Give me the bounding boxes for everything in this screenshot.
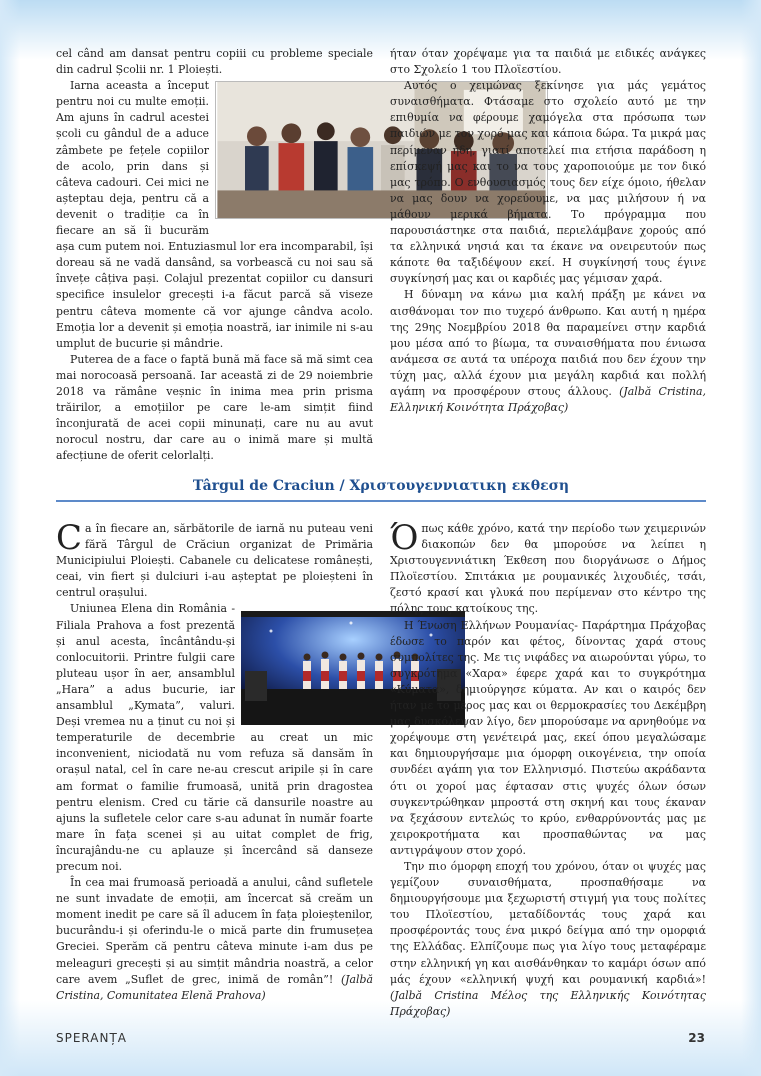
paragraph-text: Uniunea Elena din România - Filiala Prahova a fost prezentă și anul acesta, încântându-și conlocuitorii. Printre fulgii care pluteau ușor în aer, ansamblul „Hara” a adus bucurie, iar ansamblul „Kymata”, valuri. Deși vremea nu a ținut cu noi și temperaturile de decembrie au creat un mic inconvenient, niciodată nu vom refuza să dansăm în orașul natal, cel în care ne-au crescut aripile și în care am format o familie frumoasă, unită prin dragostea pentru elenism. Cred cu tărie că dansurile noastre au ajuns la sufletele celor care s-au adunat în număr foarte mare în fața scenei și au uitat complet de frig, încurajându-ne cu aplauze și încercând să danseze precum noi. xyxy=(56,602,373,873)
paragraph xyxy=(390,518,706,618)
paragraph xyxy=(56,601,373,875)
paragraph-text: Αυτός ο χειμώνας ξεκίνησε για μάς γεμάτος συναισθήματα. Φτάσαμε στο σχολείο αυτό με την επιθυμία να φέρουμε χαμόγελα στα πρόσωπα των παιδιών με τον χορό μας και κάποια δώρα. Τα μικρά μας περίμεναν ήδη, γιατί αποτελεί πια ετήσια παράδοση η επίσκεψή μας και το να τους χαροποιούμε με τον δικό μας τρόπο. Ο ενθουσιασμός τους δεν είχε όμοιο, ήθελαν να μας δουν να χορεύουμε, να μας μιλήσουν ή να μάθουν μερικά βήματα. Το πρόγραμμα που παρουσιάστηκε στα παιδιά, περιελάμβανε χορούς από τα ελληνικά νησιά και τα έκανε να ονειρευτούν πως κάποτε θα ταξιδέψουν εκεί. Η συγκίνησή τους έγινε συγκίνησή μας και οι καρδιές μας γέμισαν χαρά. xyxy=(390,79,706,286)
paragraph-text: Η δύναμη να κάνω μια καλή πράξη με κάνει να αισθάνομαι τον πιο τυχερό άνθρωπο. Και αυτή η ημέρα της 29ης Νοεμβρίου 2018 θα παραμείνει στην καρδιά μου μέσα από το βίωμα, τα συναισθήματα που ένιωσα ανάμεσα σε αυτά τα υπέροχα παιδιά που δεν έχουν την τύχη μας, αλλά έχουν μια μεγάλη καρδιά και πολλή αγάπη να προσφέρουν στους άλλους. xyxy=(390,288,706,398)
drop-cap: Ό xyxy=(390,518,419,558)
paragraph xyxy=(390,287,706,416)
page-number: 23 xyxy=(688,1031,705,1045)
paragraph: Iarna aceasta a început pentru noi cu multe emoții. Am ajuns în cadrul acestei școli cu gândul de a aduce zâmbete pe fețele copiilor de acolo, prin dans și câteva cadouri. Cei mici ne așteptau deja, pentru că a devenit o tradiție ca în fiecare an să îi bucurăm așa cum putem noi. Entuziasmul lor era incomparabil, își doreau să ne vadă dansând, sa vorbească cu noi sau să învețe câțiva pași. Colajul prezentat copiilor cu dansuri specifice insulelor grecești i-a făcut parcă să viseze pentru câteva momente că vor ajunge cândva acolo. Emoția lor a devenit și emoția noastră, iar inimile ni s-au umplut de bucurie și mândrie. xyxy=(56,79,373,350)
paragraph: Puterea de a face o faptă bună mă face să mă simt cea mai norocoasă persoană. Iar această zi de 29 noiembrie 2018 va rămâne veșnic în inima mea prin prisma trăirilor, a emoțiilor pe care le-am simțit fiind înconjurată de acei copii minunați, care nu au avut norocul nostru, dar care au o inimă mare și multă afecțiune de oferit celorlalți. xyxy=(56,352,373,463)
paragraph-text: a în fiecare an, sărbătorile de iarnă nu puteau veni fără Târgul de Crăciun organizat de Primăria Municipiului Ploiești. Cabanele cu delicatese românești, ceai, vin fiert și dulciuri i-au așteptat pe ploieșteni în centrul orașului. xyxy=(56,522,373,600)
author-signature: (Jalbă Cristina, Ελληνική Κοινότητα Πράχοβας) xyxy=(390,384,706,415)
author-signature: (Jalbă Cristina Μέλος της Ελληνικής Κοινότητας Πράχοβας) xyxy=(390,988,706,1018)
author-signature: (Jalbă Cristina, Comunitatea Elenă Prahova) xyxy=(56,972,373,1002)
article-top-romanian-column xyxy=(56,46,373,464)
paragraph-text: În cea mai frumoasă perioadă a anului, când sufletele ne sunt invadate de emoții, am încercat să creăm un moment inedit pe care să îl aducem în fața ploieștenilor, bucurându-i și oferindu-le o mică parte din frumusețea Greciei. Sperăm că pentru câteva minute i-am dus pe meleaguri grecești și au simțit mândria noastră, a celor care avem „Suflet de grec, inimă de român”! xyxy=(56,876,373,986)
paragraph xyxy=(56,875,373,1004)
paragraph xyxy=(390,859,706,1020)
paragraph-text: πως κάθε χρόνο, κατά την περίοδο των χειμερινών διακοπών δεν θα μπορούσε να λείπει η Χριστουγεννιάτικη Έκθεση που διοργάνωσε ο Δήμος Πλοϊεστίου. Σπιτάκια με ρουμανικές λιχουδιές, τσάι, ζεστό κρασί και γλυκά που περίμεναν στο κέντρο της πόλης τους κατοίκους της. xyxy=(390,522,706,616)
section-divider xyxy=(56,500,706,502)
paragraph: Η Ένωση Ελλήνων Ρουμανίας- Παράρτημα Πράχοβας έδωσε το παρόν και φέτος, δίνοντας χαρά στους συμπολίτες της. Με τις νιφάδες να αιωρούνται γύρω, το συγκρότημα «Χαρα» έφερε χαρά και το συγκρότημα «Κύματα», δημιούργησε κύματα. Αν και ο καιρός δεν ήταν με το μέρος μας και οι θερμοκρασίες του Δεκέμβρη μας δυσκόλεψαν λίγο, δεν μπορούσαμε να αρνηθούμε να χορέψουμε στη γενέτειρά μας, εκεί όπου μεγαλώσαμε και δημιουργήσαμε μια όμορφη οικογένεια, την οποία συνδέει αγάπη για τον Ελληνισμό. Πιστεύω ακράδαντα ότι οι χοροί μας έφτασαν στις ψυχές όλων όσων συγκεντρώθηκαν μπροστά στη σκηνή και τους έκαναν να ξεχάσουν εντελώς το κρύο, ενθαρρύνοντάς μας με χειροκροτήματα και προσπαθώντας να μας αντιγράψουν στον χορό. xyxy=(390,618,706,857)
paragraph xyxy=(56,518,373,601)
paragraph: cel când am dansat pentru copiii cu probleme speciale din cadrul Școlii nr. 1 Ploiești. xyxy=(56,47,373,77)
article-bottom-romanian-column xyxy=(56,518,373,1004)
article-bottom-greek-column xyxy=(390,518,706,1020)
magazine-name: SPERANȚA xyxy=(56,1031,128,1045)
paragraph xyxy=(390,78,706,287)
paragraph-text: Την πιο όμορφη εποχή του χρόνου, όταν οι ψυχές μας γεμίζουν συναισθήματα, προσπαθήσαμε να δημιουργήσουμε μια ξεχωριστή στιγμή για τους πολίτες του Πλοϊεστίου, μεταδίδοντάς τους χαρά και προσφέροντάς τους ένα μικρό δείγμα από την ομορφιά της Ελλάδας. Ελπίζουμε πως για λίγο τους μεταφέραμε στην ελληνική γη και αισθάνθηκαν το καμάρι όσων από μάς έχουν «ελληνική ψυχή και ρουμανική καρδιά»! xyxy=(390,859,706,986)
paragraph: ήταν όταν χορέψαμε για τα παιδιά με ειδικές ανάγκες στο Σχολείο 1 του Πλοϊεστίου. xyxy=(390,47,706,77)
drop-cap: C xyxy=(56,518,83,558)
article-top-greek-column xyxy=(390,46,706,416)
section-title: Târgul de Craciun / Χριστουγεννιατικη εκθεση xyxy=(192,478,570,494)
